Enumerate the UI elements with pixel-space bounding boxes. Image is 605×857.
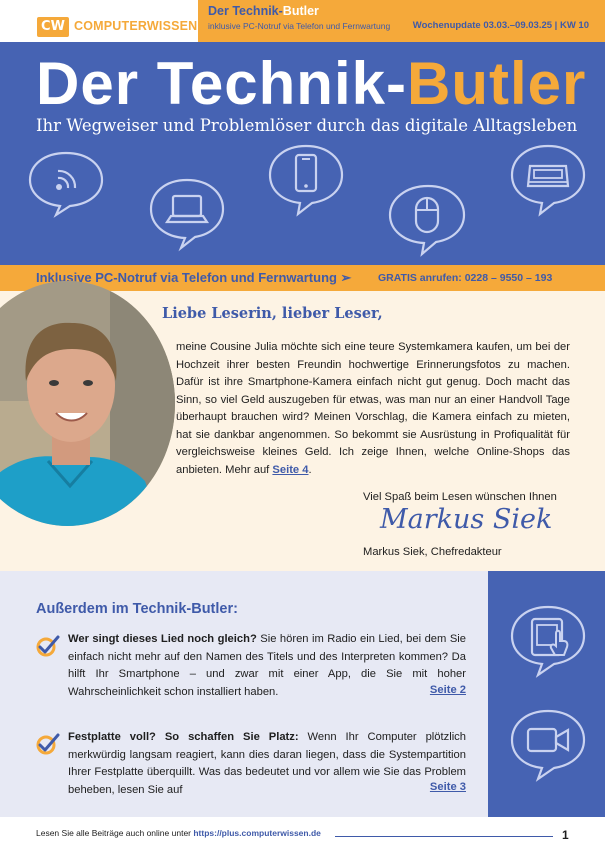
page-link-2[interactable]: Seite 2 — [429, 684, 466, 696]
masthead-title: Der Technik-Butler — [36, 50, 587, 117]
video-camera-icon — [508, 707, 588, 783]
masthead — [0, 42, 605, 265]
tablet-touch-icon — [508, 603, 588, 679]
item-text: Wer singt dieses Lied noch gleich? Sie hören im Radio ein Lied, bei dem Sie einfach nicht mehr auf den Namen des Titels und des Interpreten kommen? Da hilft Ihr Smartphone – und zwar mit einer App, die Sie mit hoher Wahrscheinlichkeit schon installiert haben. — [68, 633, 466, 698]
page-number: 1 — [562, 828, 569, 842]
week-label: Wochenupdate 03.03.–09.03.25 | KW 10 — [412, 20, 589, 31]
header-title: Der Technik-Butler — [208, 4, 319, 18]
also-heading: Außerdem im Technik-Butler: — [36, 601, 238, 617]
header-subtitle: inklusive PC-Notruf via Telefon und Fernwartung — [208, 21, 391, 31]
signature: Markus Siek — [380, 504, 553, 535]
page-link[interactable]: Seite 4 — [272, 463, 309, 476]
scanner-icon — [508, 142, 588, 218]
footer-divider — [335, 836, 553, 837]
checkmark-icon — [36, 635, 60, 657]
top-strip — [0, 0, 605, 42]
masthead-tagline: Ihr Wegweiser und Problemlöser durch das digitale Alltagsleben — [36, 116, 578, 135]
smartphone-icon — [266, 142, 346, 218]
laptop-icon — [147, 176, 227, 252]
logo-mark: CW — [37, 17, 69, 37]
footer-text: Lesen Sie alle Beiträge auch online unter https://plus.computerwissen.de — [36, 828, 321, 838]
checkmark-icon — [36, 733, 60, 755]
mouse-icon — [386, 182, 468, 258]
editorial-section — [0, 291, 605, 571]
greeting: Liebe Leserin, lieber Leser, — [162, 305, 383, 322]
rss-feed-icon — [26, 147, 106, 219]
item-text: Festplatte voll? So schaffen Sie Platz: Wenn Ihr Computer plötzlich merkwürdig langsam reagiert, kann dies daran liegen, dass die Systempartition Ihrer Festplatte überquillt. Was das bedeutet und vor allem wie Sie das Problem beheben, lesen Sie auf — [68, 731, 466, 796]
also-side-panel — [488, 571, 605, 817]
also-section — [0, 571, 488, 817]
signer-name: Markus Siek, Chefredakteur — [363, 546, 502, 558]
header-strip — [198, 0, 605, 42]
hotline-text: Inklusive PC-Notruf via Telefon und Fernwartung ➢ — [36, 270, 352, 285]
footer-url[interactable]: https://plus.computerwissen.de — [193, 828, 321, 838]
hotline-phone: GRATIS anrufen: 0228 – 9550 – 193 — [378, 272, 553, 284]
editor-photo — [0, 281, 175, 526]
closing-line: Viel Spaß beim Lesen wünschen Ihnen — [363, 491, 557, 503]
page-link-3[interactable]: Seite 3 — [429, 781, 466, 793]
logo-text: COMPUTERWISSEN — [74, 19, 198, 33]
editorial-body: meine Cousine Julia möchte sich eine teure Systemkamera kaufen, um bei der Hochzeit ihrer besten Freundin hochwertige Erinnerungsfotos zu machen. Dafür ist ihre Smartphone-Kamera einfach nicht gut genug. Doch macht das Sinn, so viel Geld auszugeben für etwas, was man nur an einer Handvoll Tage überhaupt brauchen wird? Meinen Vorschlag, die Kamera einfach zu mieten, hat sie dankbar angenommen. So bekommt sie Ausrüstung in Profiqualität für vergleichsweise kleines Geld. Ich zeige Ihnen, welche Online-Shops das anbieten. Mehr auf Seite 4. — [176, 341, 570, 476]
